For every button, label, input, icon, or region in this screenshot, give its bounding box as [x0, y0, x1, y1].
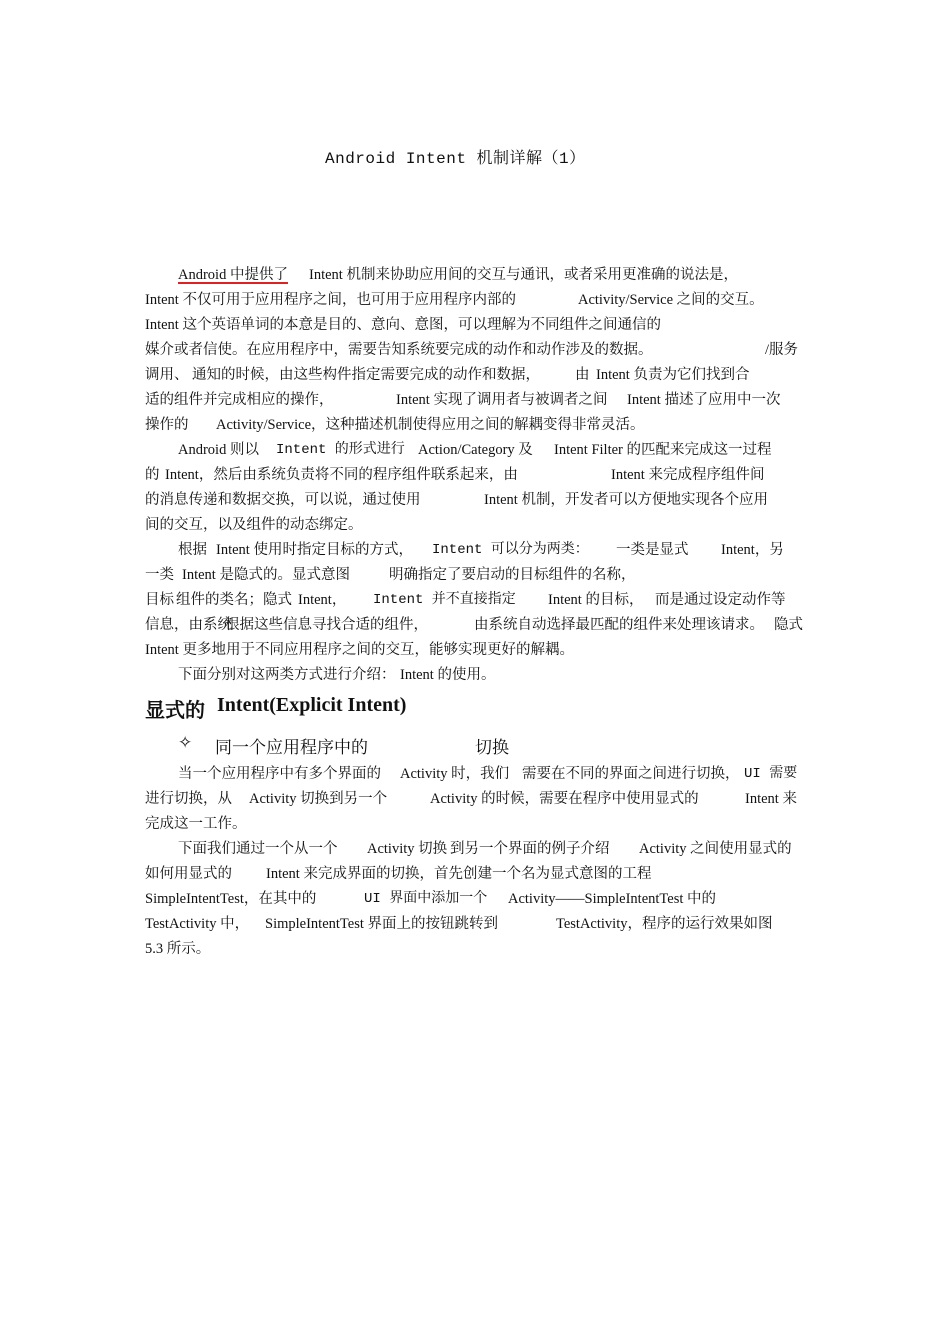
text-line	[0, 616, 950, 634]
text-segment: 需要在不同的界面之间进行切换，	[522, 766, 740, 782]
text-segment: Intent 来	[745, 791, 797, 807]
document-title-text: Android Intent 机制详解（1）	[325, 150, 586, 168]
text-segment: 调用、	[145, 367, 189, 383]
text-line	[0, 765, 950, 783]
text-segment: 根据这些信息寻找合适的组件，	[225, 617, 428, 633]
text-segment: 隐式	[774, 617, 803, 633]
text-segment: 5.3 所示。	[145, 941, 211, 957]
text-segment: Intent 并不直接指定	[373, 592, 516, 608]
text-segment: Activity 切换	[367, 841, 448, 857]
text-line	[0, 865, 950, 883]
text-segment: 完成这一工作。	[145, 816, 247, 832]
text-line	[0, 840, 950, 858]
text-line	[0, 441, 950, 459]
text-line	[0, 915, 950, 933]
text-line	[0, 566, 950, 584]
subsection-heading-tail: 切换	[475, 738, 509, 757]
text-segment: Intent 来完成界面的切换，首先创建一个名为显式意图的工程	[266, 866, 652, 882]
text-segment: SimpleIntentTest，在其中的	[145, 891, 317, 907]
text-segment: UI 需要	[744, 766, 798, 782]
text-line	[0, 416, 950, 434]
subsection-heading-text: 同一个应用程序中的	[215, 738, 368, 757]
text-segment: 下面我们通过一个从一个	[178, 841, 338, 857]
text-segment: Intent 的形式进行	[276, 442, 405, 458]
text-segment: Activity 之间使用显式的	[639, 841, 792, 857]
text-segment: 一类是显式	[616, 542, 689, 558]
text-segment: Android 则以	[178, 442, 259, 458]
text-line	[0, 815, 950, 833]
text-segment: 操作的	[145, 417, 189, 433]
text-segment: 目标	[145, 592, 174, 608]
text-segment: UI 界面中添加一个	[364, 891, 488, 907]
text-segment: Intent 不仅可用于应用程序之间，也可用于应用程序内部的	[145, 292, 516, 308]
text-segment: 根据	[178, 542, 207, 558]
text-line	[0, 541, 950, 559]
text-segment: Activity——SimpleIntentTest 中的	[508, 891, 717, 907]
text-segment: Intent，另	[721, 542, 784, 558]
text-segment: 间的交互，以及组件的动态绑定。	[145, 517, 363, 533]
text-segment: 由	[575, 367, 590, 383]
text-line	[0, 491, 950, 509]
text-line	[0, 890, 950, 908]
text-segment: 的消息传递和数据交换，可以说，通过使用	[145, 492, 421, 508]
text-segment: Activity 的时候，需要在程序中使用显式的	[430, 791, 699, 807]
text-line	[0, 790, 950, 808]
text-segment: SimpleIntentTest 界面上的按钮跳转到	[265, 916, 498, 932]
text-segment: 进行切换，从	[145, 791, 232, 807]
text-segment: /服务	[765, 342, 799, 358]
text-line	[0, 516, 950, 534]
text-segment: Activity 切换到另一个	[249, 791, 388, 807]
text-segment: 如何用显式的	[145, 866, 232, 882]
text-segment: Intent 可以分为两类：	[432, 542, 589, 558]
text-line	[0, 316, 950, 334]
text-line	[0, 366, 950, 384]
text-line	[0, 940, 950, 958]
text-segment: Intent 来完成程序组件间	[611, 467, 765, 483]
text-segment: Intent，然后由系统负责将不同的程序组件联系起来，由	[165, 467, 518, 483]
text-segment: Android 中提供了	[178, 267, 288, 283]
text-segment: Intent 负责为它们找到合	[596, 367, 750, 383]
text-segment: 信息，由系统	[145, 617, 232, 633]
text-line	[0, 641, 950, 659]
text-segment: TestActivity，程序的运行效果如图	[556, 916, 773, 932]
text-segment: 而是通过设定动作等	[655, 592, 786, 608]
text-segment: Intent Filter 的匹配来完成这一过程	[554, 442, 772, 458]
text-segment: Intent 描述了应用中一次	[627, 392, 781, 408]
text-segment: 通知的时候，由这些构件指定需要完成的动作和数据，	[192, 367, 540, 383]
text-segment: 媒介或者信使。在应用程序中，需要告知系统要完成的动作和动作涉及的数据。	[145, 342, 653, 358]
text-segment: 组件的类名；隐式	[176, 592, 292, 608]
section-heading	[145, 694, 407, 722]
text-segment: Action/Category 及	[418, 442, 533, 458]
text-segment: 的	[145, 467, 160, 483]
subsection-heading	[145, 733, 509, 757]
text-segment: 下面分别对这两类方式进行介绍：	[178, 667, 396, 683]
diamond-bullet-icon: ✧	[178, 733, 193, 752]
document-title	[0, 145, 950, 169]
text-segment: Intent 是隐式的。显式意图	[182, 567, 350, 583]
text-segment: 一类	[145, 567, 174, 583]
text-segment: Intent 使用时指定目标的方式，	[216, 542, 413, 558]
text-segment: Intent 机制，开发者可以方便地实现各个应用	[484, 492, 768, 508]
text-line	[0, 341, 950, 359]
section-heading-text: Intent(Explicit Intent)	[217, 694, 407, 716]
text-segment: 适的组件并完成相应的操作，	[145, 392, 334, 408]
text-line	[0, 291, 950, 309]
text-segment: Intent 更多地用于不同应用程序之间的交互，能够实现更好的解耦。	[145, 642, 574, 658]
text-segment: Intent 的使用。	[400, 667, 496, 683]
text-segment: Intent 这个英语单词的本意是目的、意向、意图，可以理解为不同组件之间通信的	[145, 317, 661, 333]
section-heading-prefix: 显式的	[145, 700, 205, 722]
text-segment: Intent 的目标，	[548, 592, 644, 608]
text-line	[0, 666, 950, 684]
text-segment: Activity 时，我们	[400, 766, 510, 782]
text-segment: TestActivity 中，	[145, 916, 250, 932]
text-segment: Activity/Service 之间的交互。	[578, 292, 764, 308]
text-line	[0, 591, 950, 609]
text-segment: Activity/Service，这种描述机制使得应用之间的解耦变得非常灵活。	[216, 417, 645, 433]
text-segment: Intent 实现了调用者与被调者之间	[396, 392, 608, 408]
text-segment: 到另一个界面的例子介绍	[450, 841, 610, 857]
text-segment: 明确指定了要启动的目标组件的名称，	[389, 567, 636, 583]
text-line	[0, 466, 950, 484]
text-segment: 当一个应用程序中有多个界面的	[178, 766, 381, 782]
text-segment: Intent 机制来协助应用间的交互与通讯，或者采用更准确的说法是，	[309, 267, 738, 283]
text-line	[0, 391, 950, 409]
text-line	[0, 266, 950, 284]
text-segment: Intent，	[298, 592, 347, 608]
text-segment: 由系统自动选择最匹配的组件来处理该请求。	[474, 617, 764, 633]
